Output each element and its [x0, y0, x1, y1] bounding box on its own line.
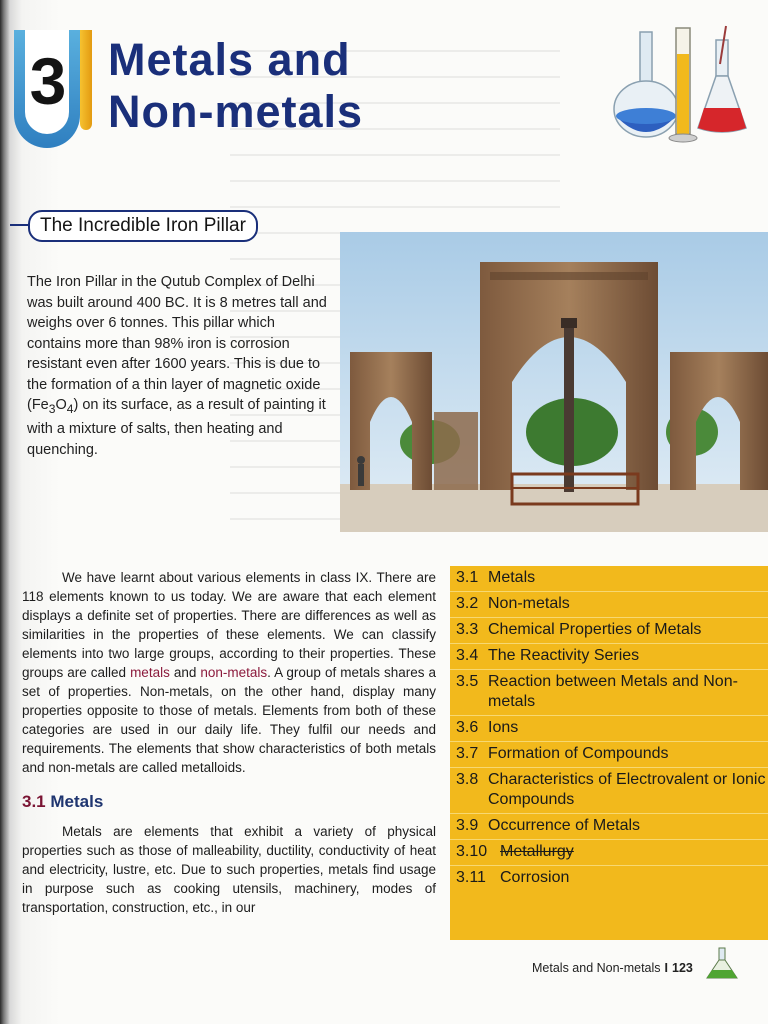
- footer-chapter-label: Metals and Non-metals: [532, 961, 661, 975]
- iron-pillar-photo: [340, 232, 768, 532]
- toc-item: 3.1 Metals: [450, 566, 768, 592]
- paragraph-intro: We have learnt about various elements in class IX. There are 118 elements known to us today. We are aware that each element displays a definite set of properties. There are differences as well as similarities in the properties of these elements. We can classify elements into two large groups, according to their properties. These groups are called metals and non-metals. A group of metals shares a set of properties. Non-metals, on the other hand, display many properties opposite to those of metals. Elements from both of these categories are used in our daily life. They fulfil our needs and requirements. The elements that show characteristics of both metals and non-metals are called metalloids.: [22, 570, 436, 775]
- toc-item: 3.2 Non-metals: [450, 592, 768, 618]
- toc-item: 3.5 Reaction between Metals and Non-metals: [450, 670, 768, 716]
- toc-item: 3.3 Chemical Properties of Metals: [450, 618, 768, 644]
- chapter-title: Metals and Non-metals: [108, 34, 364, 137]
- chapter-contents-box: [450, 566, 768, 940]
- toc-item: 3.4 The Reactivity Series: [450, 644, 768, 670]
- feature-heading: The Incredible Iron Pillar: [28, 210, 258, 242]
- toc-item: 3.10 Metallurgy: [450, 840, 768, 866]
- toc-item: 3.9 Occurrence of Metals: [450, 814, 768, 840]
- toc-item: 3.11 Corrosion: [456, 869, 570, 886]
- toc-item: 3.7 Formation of Compounds: [450, 742, 768, 768]
- toc-item: 3.6 Ions: [450, 716, 768, 742]
- term-metals: metals: [130, 665, 170, 680]
- body-text: [22, 568, 436, 917]
- page-footer: Metals and Non-metals I 123: [532, 961, 693, 975]
- section-heading: 3.1 Metals: [22, 792, 104, 811]
- flask-icon: [703, 946, 741, 980]
- lab-flasks-icon: [606, 24, 758, 152]
- chapter-badge: [14, 30, 88, 148]
- paragraph-metals: Metals are elements that exhibit a variety of physical properties such as those of malleability, ductility, conductivity of heat and electricity, lustre, etc. Due to such properties, metals find usage in purpose such as cooking utensils, machinery, modes of transportation, construction, etc., in our: [22, 824, 436, 915]
- chapter-number: 3: [29, 44, 67, 118]
- page-number: 123: [672, 961, 693, 975]
- feature-text: The Iron Pillar in the Qutub Complex of Delhi was built around 400 BC. It is 8 metres tall and weighs over 6 tonnes. This pillar which contains more than 98% iron is corrosion resistant even after 1600 years. This is due to the formation of a thin layer of magnetic oxide $(Fe_3O_4)$ on its surface, as a result of painting it with a mixture of salts, then heating and quenching.: [27, 274, 327, 458]
- term-non-metals: non-metals: [200, 665, 268, 680]
- toc-item: 3.8 Characteristics of Electrovalent or Ionic Compounds: [450, 768, 768, 814]
